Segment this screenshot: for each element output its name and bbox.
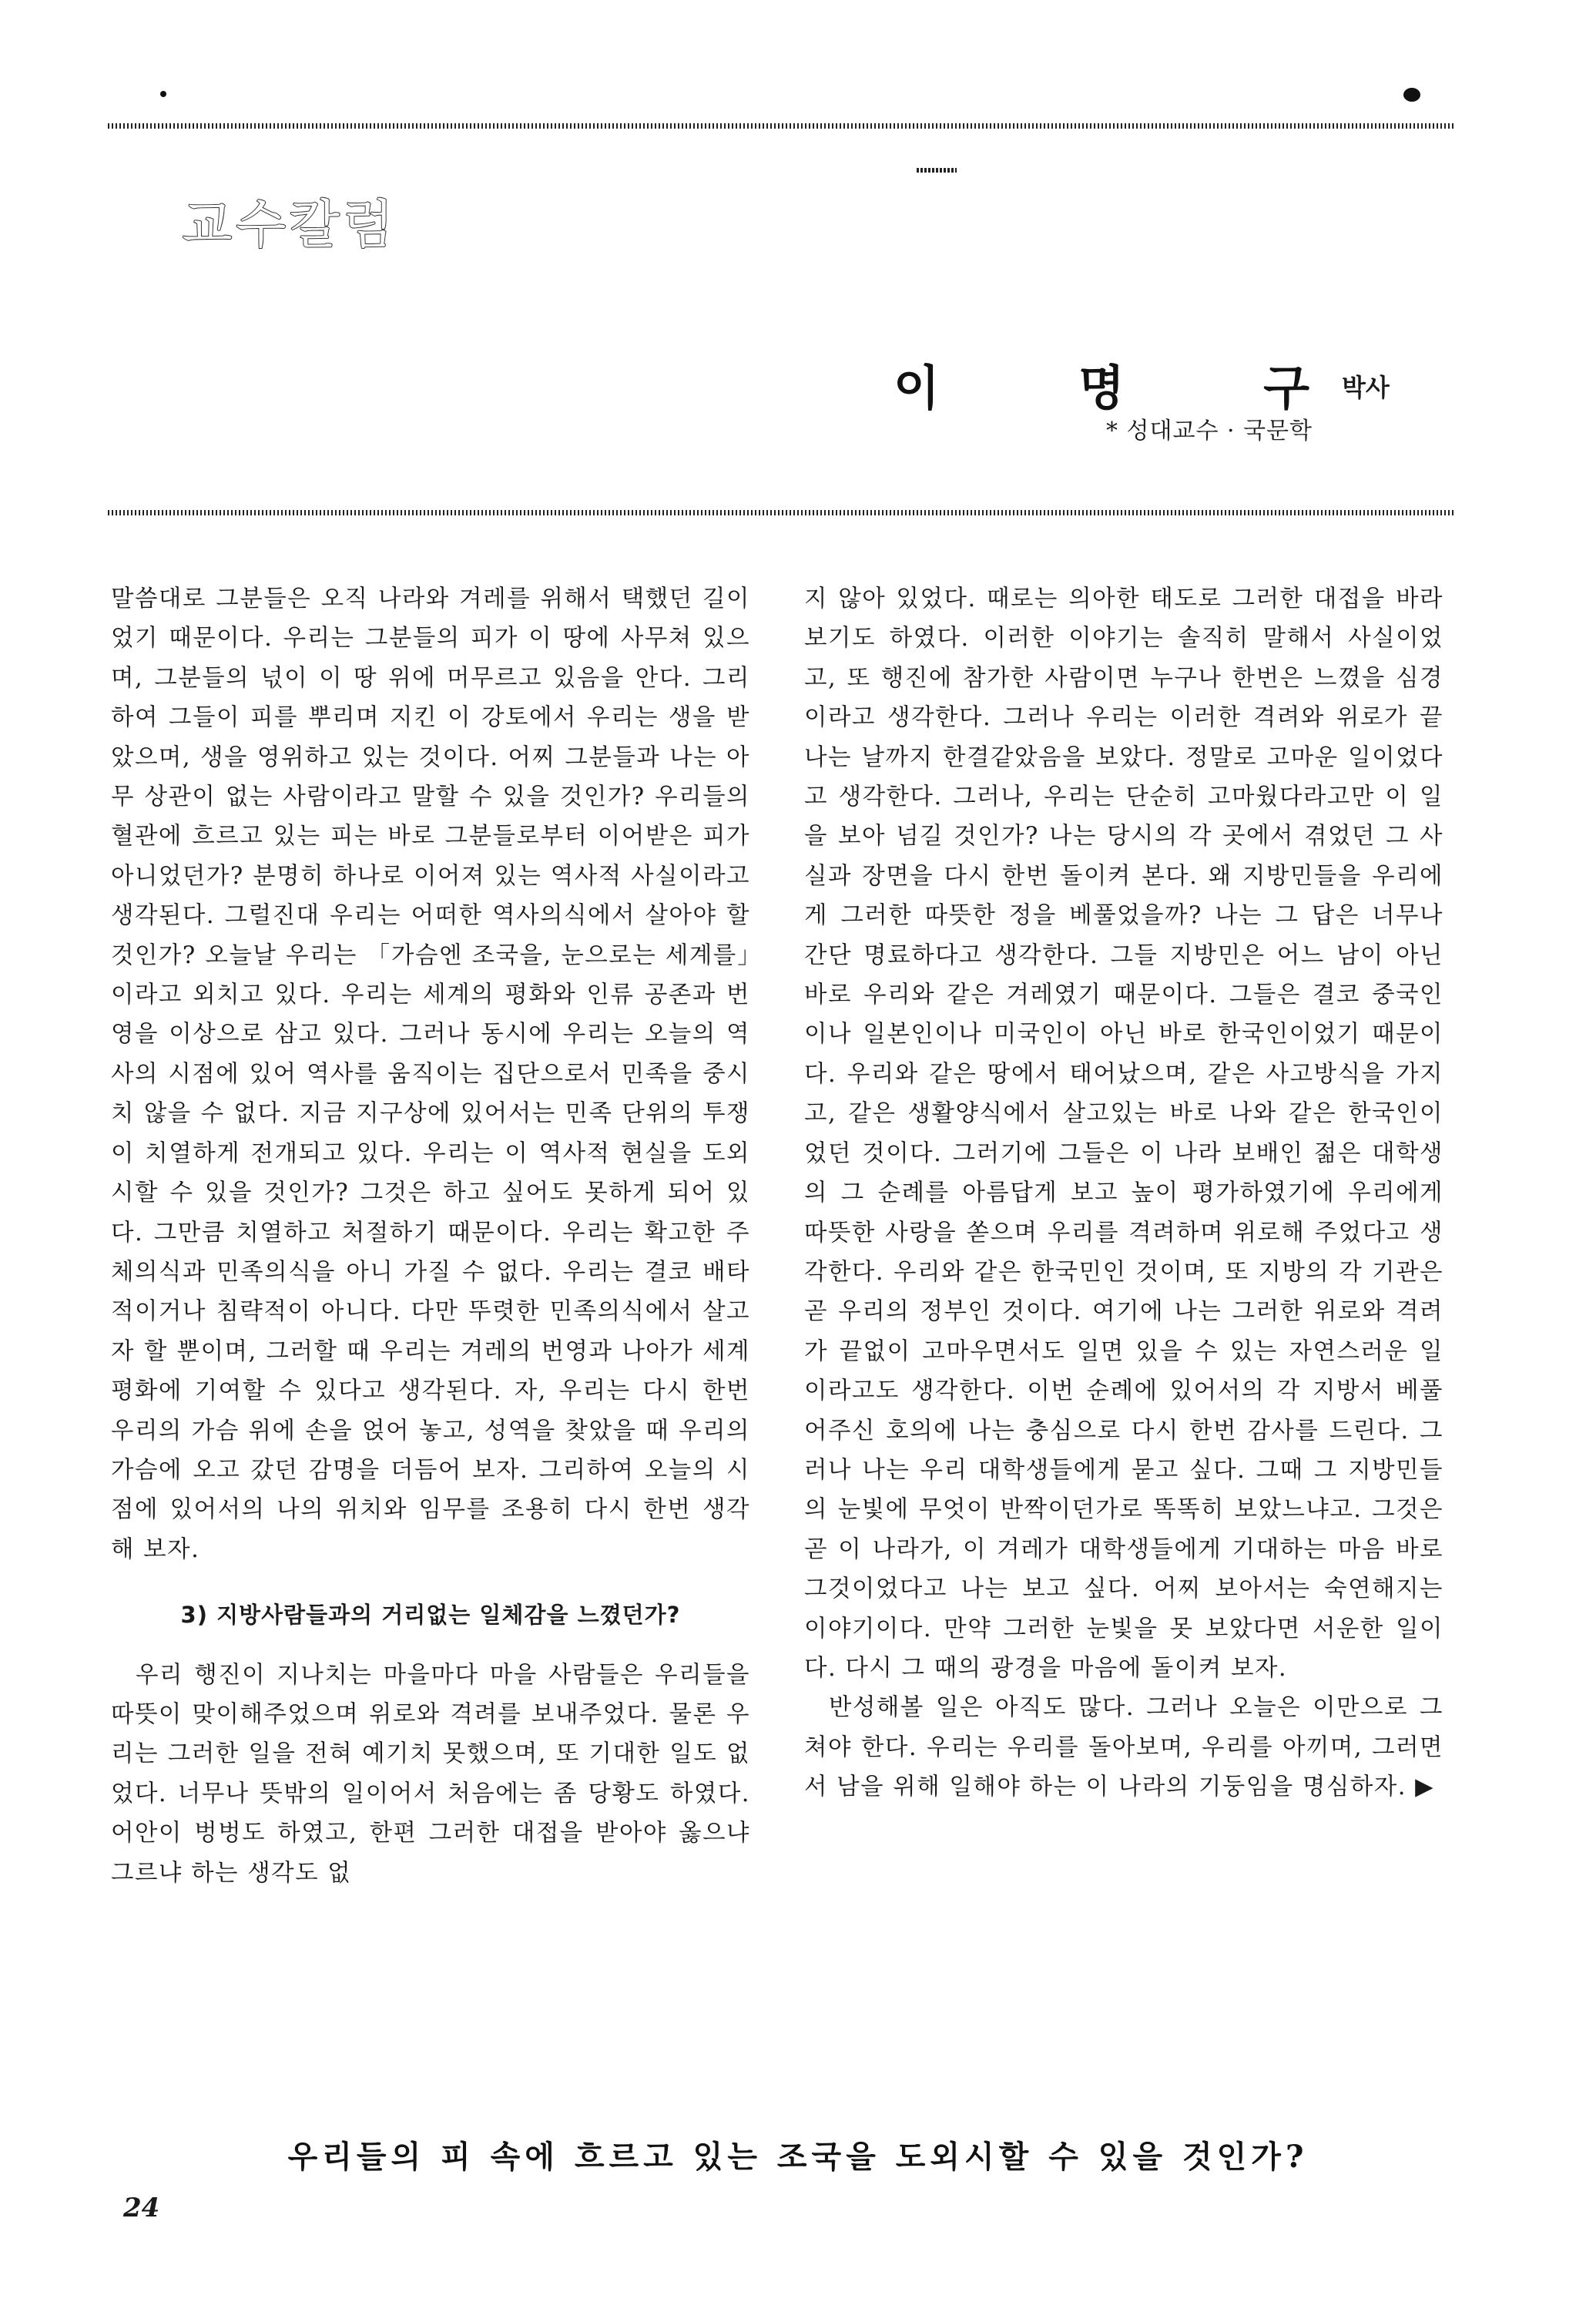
article-right-column [804,579,1443,1807]
author-affiliation: * 성대교수 · 국문학 [1106,418,1313,445]
center-ornament [917,168,957,173]
author-name [894,350,1309,418]
author-name-char-2: 명 [1078,360,1125,416]
mid-dotted-rule [108,510,1456,515]
author-title: 박사 [1342,373,1390,402]
right-bullet-dot [1403,88,1420,102]
page-number: 24 [123,2193,160,2223]
left-bullet-dot [160,91,166,97]
article-paragraph: 지 않아 있었다. 때로는 의아한 태도로 그러한 대접을 바라보기도 하였다. 이러한 이야기는 솔직히 말해서 사실이었고, 또 행진에 참가한 사람이면 누구나 한번은 느꼈을 심경이라고 생각한다. 그러나 우리는 이러한 격려와 위로가 끝나는 날까지 한결같았음을 보았다. 정말로 고마운 일이었다고 생각한다. 그러나, 우리는 단순히 고마웠다라고만 이 일을 보아 넘길 것인가? 나는 당시의 각 곳에서 겪었던 그 사실과 장면을 다시 한번 돌이켜 본다. 왜 지방민들을 우리에게 그러한 따뜻한 정을 베풀었을까? 나는 그 답은 너무나 간단 명료하다고 생각한다. 그들 지방민은 어느 남이 아닌 바로 우리와 같은 겨레였기 때문이다. 그들은 결코 중국인이나 일본인이나 미국인이 아닌 바로 한국인이었기 때문이다. 우리와 같은 땅에서 태어났으며, 같은 사고방식을 가지고, 같은 생활양식에서 살고있는 바로 나와 같은 한국인이었던 것이다. 그러기에 그들은 이 나라 보배인 젊은 대학생의 그 순례를 아름답게 보고 높이 평가하였기에 우리에게 따뜻한 사랑을 쏟으며 우리를 격려하며 위로해 주었다고 생각한다. 우리와 같은 한국민인 것이며, 또 지방의 각 기관은 곧 우리의 정부인 것이다. 여기에 나는 그러한 위로와 격려가 끝없이 고마우면서도 일면 있을 수 있는 자연스러운 일이라고도 생각한다. 이번 순례에 있어서의 각 지방서 베풀어주신 호의에 나는 충심으로 다시 한번 감사를 드린다. 그러나 나는 우리 대학생들에게 묻고 싶다. 그때 그 지방민들의 눈빛에 무엇이 반짝이던가로 똑똑히 보았느냐고. 그것은 곧 이 나라가, 이 겨레가 대학생들에게 기대하는 마음 바로 그것이었다고 나는 보고 싶다. 어찌 보아서는 숙연해지는 이야기이다. 만약 그러한 눈빛을 못 보았다면 서운한 일이다. 다시 그 때의 광경을 마음에 돌이켜 보자. [804,586,1443,1682]
article-left-column [111,579,750,1893]
article-paragraph: 반성해볼 일은 아직도 많다. 그러나 오늘은 이만으로 그쳐야 한다. 우리는 우리를 돌아보며, 우리를 아끼며, 그러면서 남을 위해 일해야 하는 이 나라의 기둥임을 명심하자. ▶ [804,1694,1443,1801]
article-paragraph: 말씀대로 그분들은 오직 나라와 겨레를 위해서 택했던 길이었기 때문이다. 우리는 그분들의 피가 이 땅에 사무쳐 있으며, 그분들의 넋이 이 땅 위에 머무르고 있음을 안다. 그리하여 그들이 피를 뿌리며 지킨 이 강토에서 우리는 생을 받았으며, 생을 영위하고 있는 것이다. 어찌 그분들과 나는 아무 상관이 없는 사람이라고 말할 수 있을 것인가? 우리들의 혈관에 흐르고 있는 피는 바로 그분들로부터 이어받은 피가 아니었던가? 분명히 하나로 이어져 있는 역사적 사실이라고 생각된다. 그럴진대 우리는 어떠한 역사의식에서 살아야 할 것인가? 오늘날 우리는 「가슴엔 조국을, 눈으로는 세계를」이라고 외치고 있다. 우리는 세계의 평화와 인류 공존과 번영을 이상으로 삼고 있다. 그러나 동시에 우리는 오늘의 역사의 시점에 있어 역사를 움직이는 집단으로서 민족을 중시치 않을 수 없다. 지금 지구상에 있어서는 민족 단위의 투쟁이 치열하게 전개되고 있다. 우리는 이 역사적 현실을 도외시할 수 있을 것인가? 그것은 하고 싶어도 못하게 되어 있다. 그만큼 치열하고 처절하기 때문이다. 우리는 확고한 주체의식과 민족의식을 아니 가질 수 없다. 우리는 결코 배타적이거나 침략적이 아니다. 다만 뚜렷한 민족의식에서 살고자 할 뿐이며, 그러할 때 우리는 겨레의 번영과 나아가 세계 평화에 기여할 수 있다고 생각된다. 자, 우리는 다시 한번 우리의 가슴 위에 손을 얹어 놓고, 성역을 찾았을 때 우리의 가슴에 오고 갔던 감명을 더듬어 보자. 그리하여 오늘의 시점에 있어서의 나의 위치와 임무를 조용히 다시 한번 생각해 보자. [111,586,750,1563]
article-subheading: 3) 지방사람들과의 거리없는 일체감을 느꼈던가? [180,1602,681,1629]
author-name-char-1: 이 [894,360,940,416]
section-label: 교수칼럼 [182,195,397,256]
article-paragraph: 우리 행진이 지나치는 마을마다 마을 사람들은 우리들을 따뜻이 맞이해주었으며 위로와 격려를 보내주었다. 물론 우리는 그러한 일을 전혀 예기치 못했으며, 또 기대한 일도 없었다. 너무나 뜻밖의 일이어서 처음에는 좀 당황도 하였다. 어안이 벙벙도 하였고, 한편 그러한 대접을 받아야 옳으냐 그르냐 하는 생각도 없 [111,1661,750,1887]
author-name-char-3: 구 [1263,360,1309,416]
top-dotted-rule [108,123,1456,129]
pull-quote: 우리들의 피 속에 흐르고 있는 조국을 도외시할 수 있을 것인가? [287,2139,1309,2175]
